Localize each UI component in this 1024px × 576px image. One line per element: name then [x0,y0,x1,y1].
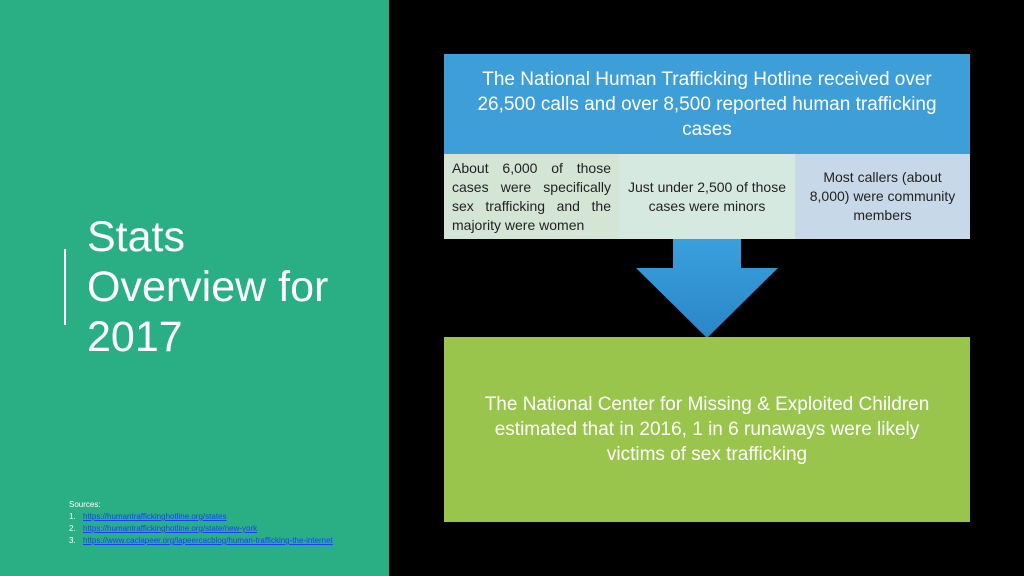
left-panel [0,0,389,576]
source-link[interactable]: https://humantraffickinghotline.org/states [83,512,227,521]
hotline-summary-box [444,54,970,154]
minors-stat-box [619,154,795,239]
source-item [69,511,384,523]
title-accent-bar [64,249,66,325]
source-number: 3. [69,536,76,545]
slide-title-line: Overview for [87,263,329,311]
sources-heading: Sources: [69,500,101,509]
slide-title-line: 2017 [87,313,183,361]
minors-stat-text: Just under 2,500 of those cases were minors [628,178,786,214]
callers-stat-box [795,154,970,239]
down-arrow-icon [634,239,780,339]
source-number: 1. [69,512,76,521]
ncmec-estimate-text: The National Center for Missing & Exploited Children estimated that in 2016, 1 in 6 runaways were likely victims of sex trafficking [484,394,930,465]
source-number: 2. [69,524,76,533]
source-item [69,535,384,547]
sources-list [69,511,384,547]
slide-title-line: Stats [87,213,185,261]
callers-stat-text: Most callers (about 8,000) were community members [809,169,956,223]
slide-title [87,212,377,362]
source-item [69,523,384,535]
sources-section [69,499,384,547]
hotline-summary-text: The National Human Trafficking Hotline received over 26,500 calls and over 8,500 reported human trafficking cases [477,68,937,140]
ncmec-estimate-box [444,337,970,522]
sex-trafficking-stat-box [444,154,619,239]
source-link[interactable]: https://www.caclapeer.org/lapeercacblog/human-trafficking-the-internet [83,536,333,545]
source-link[interactable]: https://humantraffickinghotline.org/state/new-york [83,524,258,533]
sex-trafficking-stat-text: About 6,000 of those cases were specifically sex trafficking and the majority were women [452,159,611,233]
